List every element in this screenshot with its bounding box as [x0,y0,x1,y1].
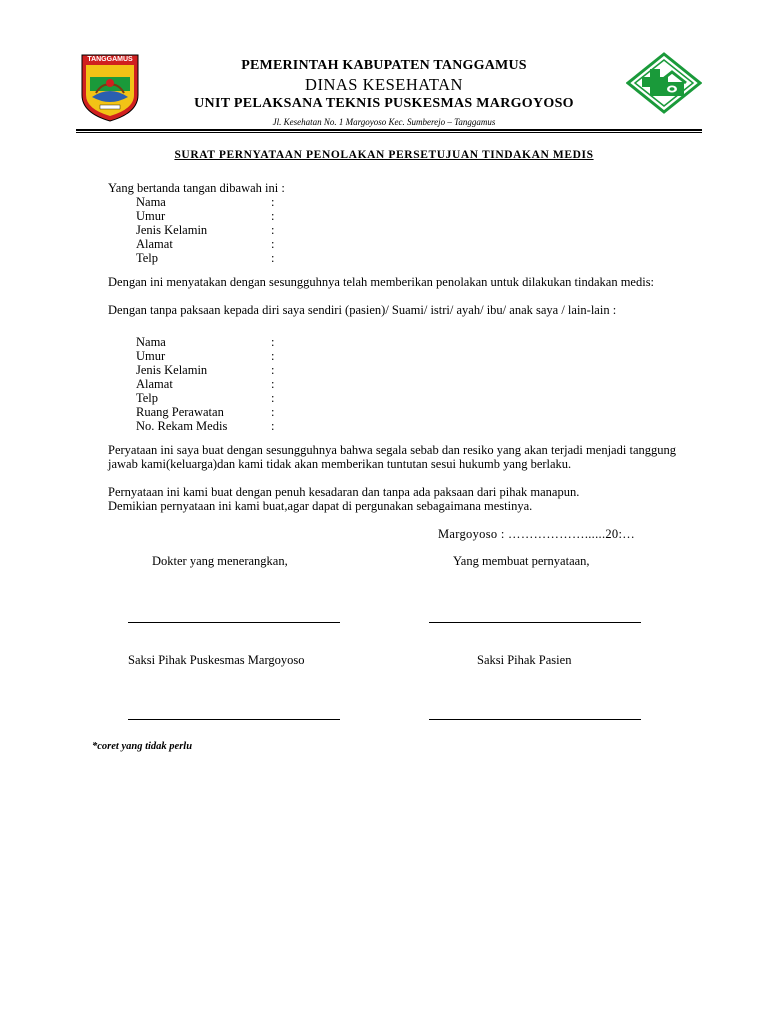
paragraph-without-coercion: Dengan tanpa paksaan kepada diri saya sendiri (pasien)/ Suami/ istri/ ayah/ ibu/ anak saya / lain-lain : [108,303,617,317]
field2-jenis-kelamin-label: Jenis Kelamin [136,363,208,377]
signature-line-witness-puskesmas [128,719,340,720]
field2-rekam-medis-label: No. Rekam Medis [136,419,228,433]
header-line-2: DINAS KESEHATAN [305,75,463,94]
field2-jenis-kelamin-colon: : [271,363,275,377]
field1-jenis-kelamin-colon: : [271,223,275,237]
logo-left-text: TANGGAMUS [87,56,133,63]
field1-telp-colon: : [271,251,275,265]
witness-patient-label: Saksi Pihak Pasien [477,653,572,667]
signature-line-doctor [128,622,340,623]
field1-nama-label: Nama [136,195,166,209]
footnote: *coret yang tidak perlu [92,741,193,752]
place-date: Margoyoso : ………………......20:… [438,527,636,541]
field1-jenis-kelamin-label: Jenis Kelamin [136,223,208,237]
signature-doctor-label: Dokter yang menerangkan, [152,554,288,568]
header-line-3: UNIT PELAKSANA TEKNIS PUSKESMAS MARGOYOSO [194,96,574,111]
signature-line-maker [429,622,641,623]
field2-telp-label: Telp [136,391,159,405]
tanggamus-logo [80,53,140,123]
intro-text: Yang bertanda tangan dibawah ini : [108,181,285,195]
field2-alamat-label: Alamat [136,377,173,391]
header-divider-thick [76,129,702,131]
field2-alamat-colon: : [271,377,275,391]
field1-telp-label: Telp [136,251,159,265]
signature-maker-label: Yang membuat pernyataan, [453,554,590,568]
puskesmas-logo [626,52,702,114]
paragraph-closing: Demikian pernyataan ini kami buat,agar dapat di pergunakan sebagaimana mestinya. [108,499,533,513]
document-title: SURAT PERNYATAAN PENOLAKAN PERSETUJUAN TINDAKAN MEDIS [174,149,594,161]
paragraph-responsibility: Peryataan ini saya buat dengan sesungguhnya bahwa segala sebab dan resiko yang akan terjadi menjadi tanggung jawab kami(keluarga)dan kami tidak akan memberikan tuntutan sesui hukumb yang berlaku. [108,443,676,471]
paragraph-statement: Dengan ini menyatakan dengan sesungguhnya telah memberikan penolakan untuk dilakukan tindakan medis: [108,275,655,289]
field1-nama-colon: : [271,195,275,209]
field2-umur-colon: : [271,349,275,363]
field1-alamat-colon: : [271,237,275,251]
header-line-1: PEMERINTAH KABUPATEN TANGGAMUS [241,58,527,73]
field1-umur-colon: : [271,209,275,223]
signature-line-witness-patient [429,719,641,720]
field2-rekam-medis-colon: : [271,419,275,433]
field2-telp-colon: : [271,391,275,405]
field2-nama-colon: : [271,335,275,349]
field2-ruang-perawatan-colon: : [271,405,275,419]
witness-puskesmas-label: Saksi Pihak Puskesmas Margoyoso [128,653,305,667]
field2-nama-label: Nama [136,335,166,349]
header-divider-thin [76,132,702,133]
paragraph-awareness: Pernyataan ini kami buat dengan penuh kesadaran dan tanpa ada paksaan dari pihak manapun. [108,485,580,499]
field2-umur-label: Umur [136,349,166,363]
header-address: Jl. Kesehatan No. 1 Margoyoso Kec. Sumberejo – Tanggamus [272,117,496,127]
field1-umur-label: Umur [136,209,166,223]
field2-ruang-perawatan-label: Ruang Perawatan [136,405,224,419]
field1-alamat-label: Alamat [136,237,173,251]
